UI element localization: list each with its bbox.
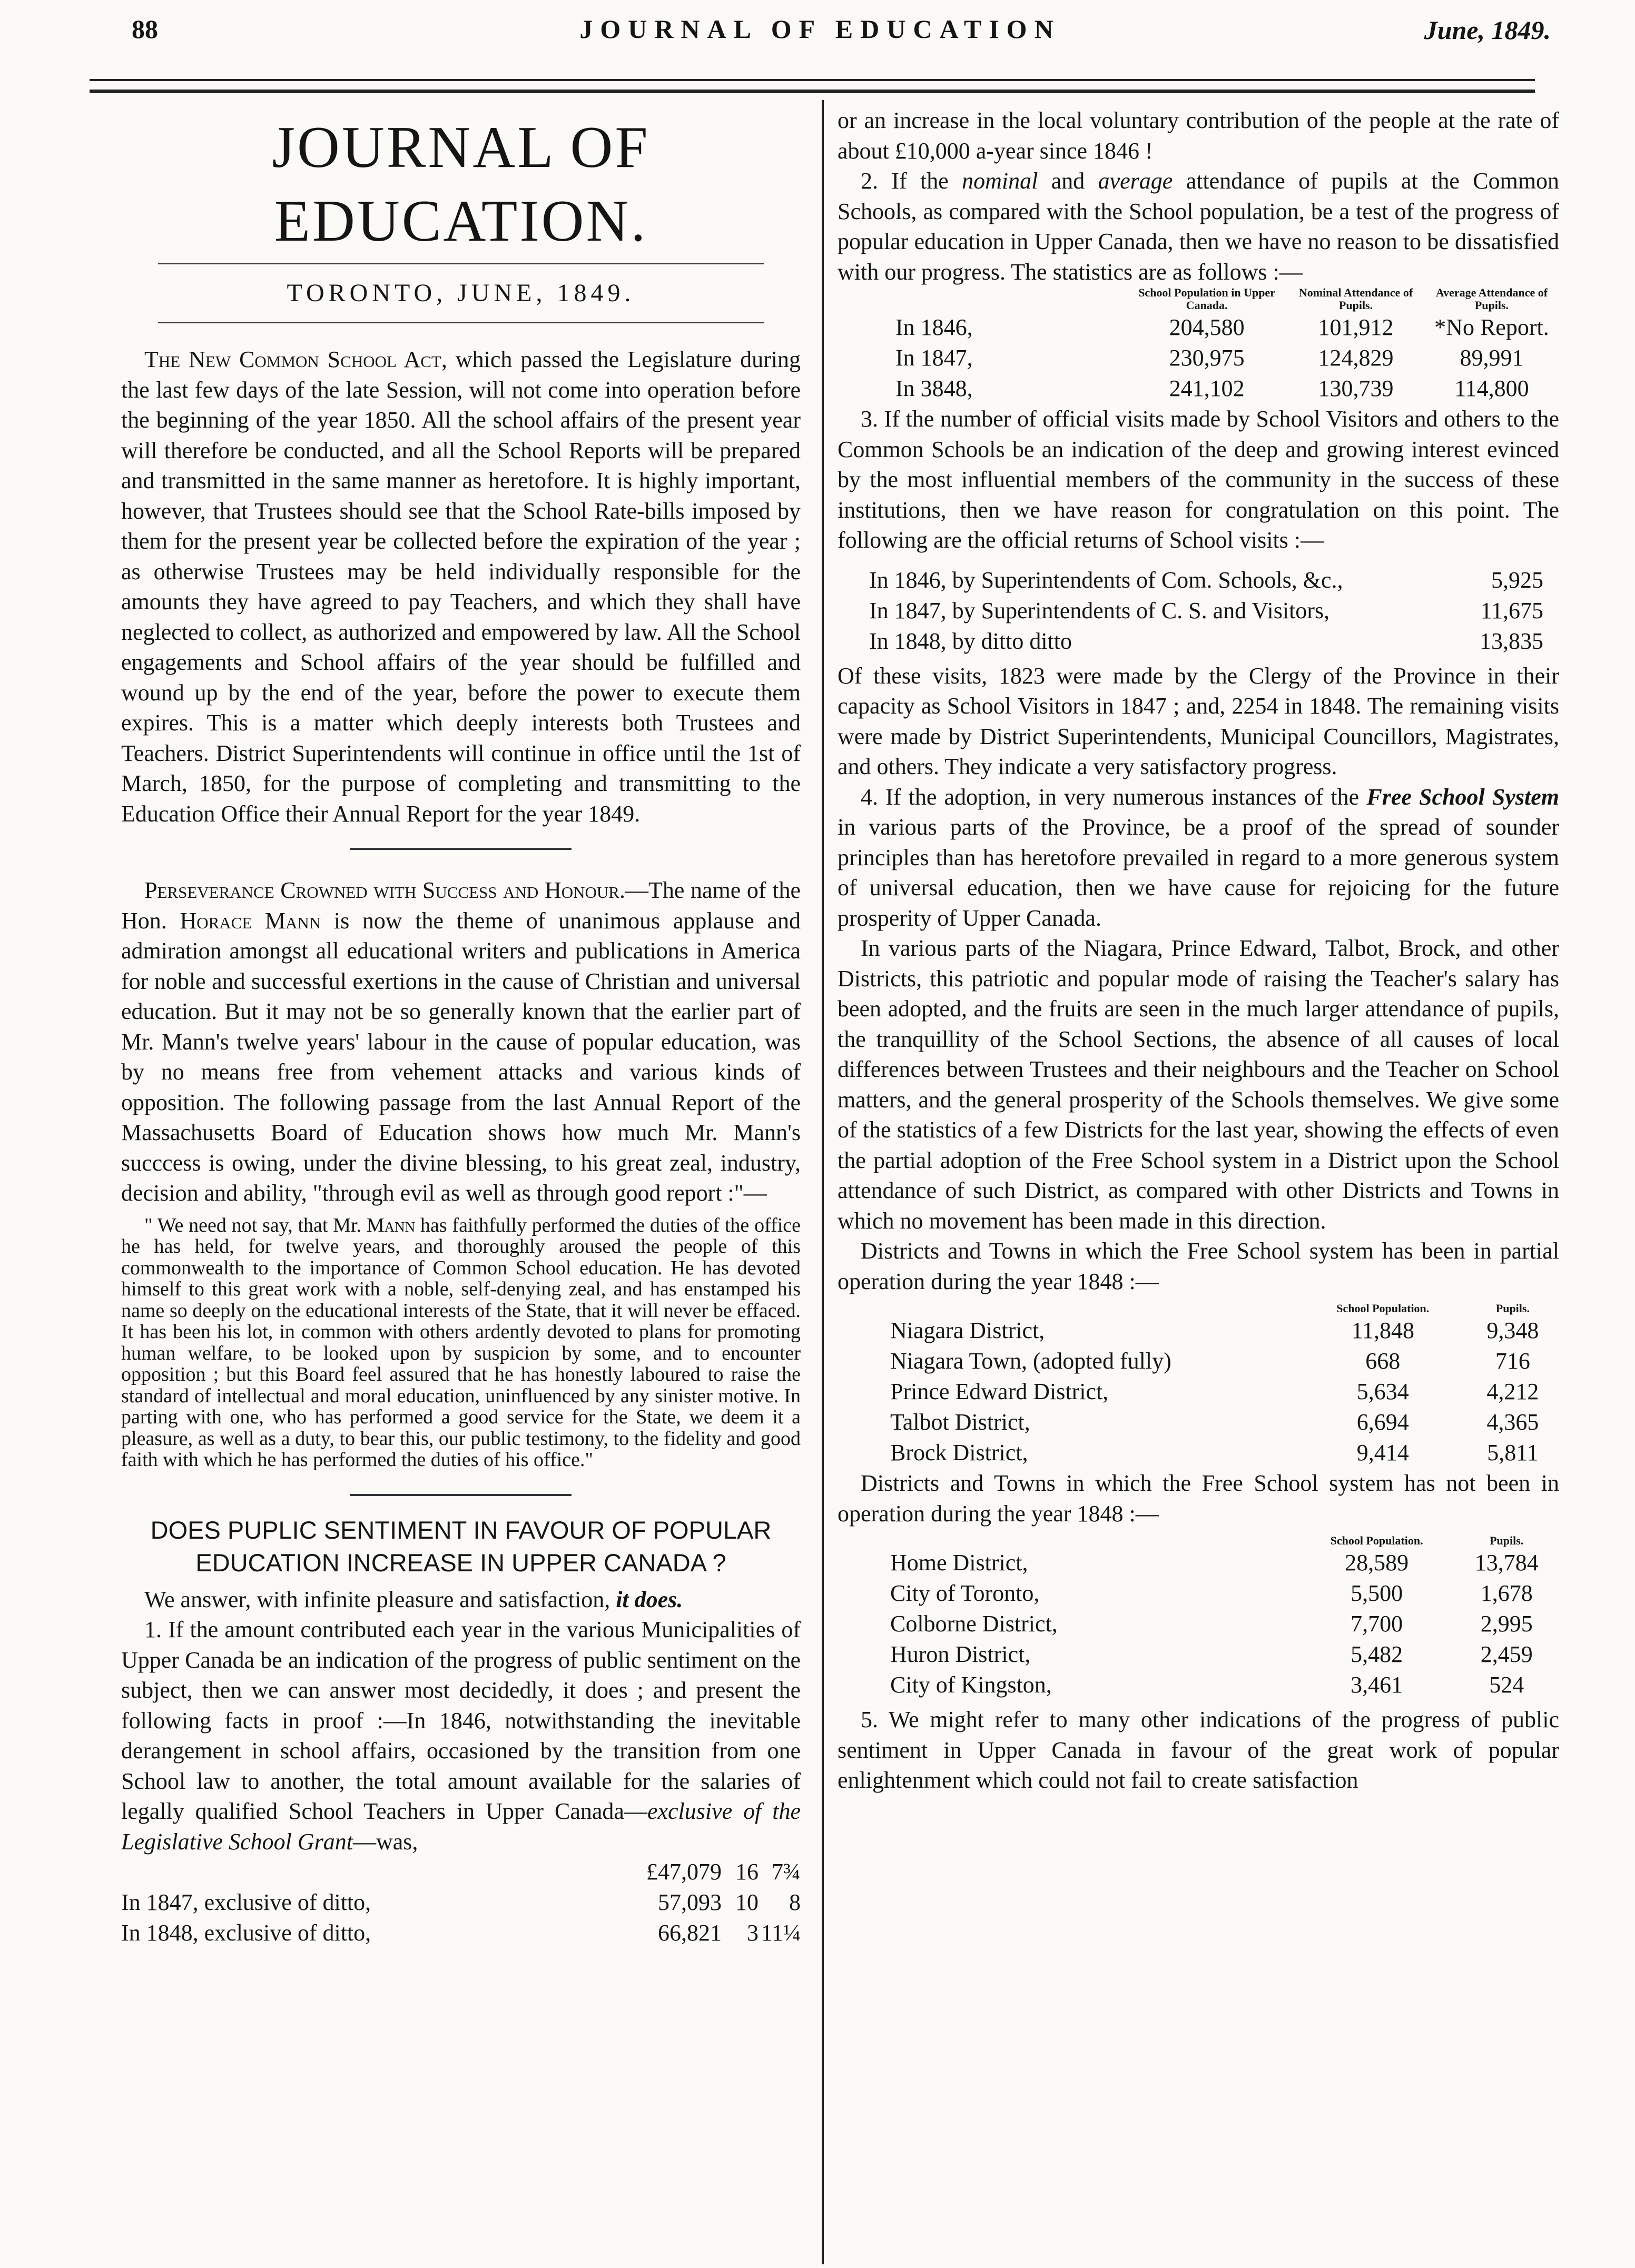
dateline: TORONTO, JUNE, 1849. [287, 279, 635, 307]
article-new-school-act [121, 344, 801, 829]
header-average: Average Attendance of Pupils. [1435, 286, 1548, 312]
district-name: Home District, [890, 1550, 1028, 1576]
header-pupils: Pupils. [1490, 1534, 1524, 1547]
not-free-table [838, 1534, 1559, 1700]
page-number: 88 [132, 14, 158, 44]
attendance-pop: 230,975 [1169, 345, 1245, 371]
district-row [838, 1376, 1559, 1407]
district-pupils: 716 [1495, 1348, 1530, 1374]
header-rule-thick [90, 90, 1535, 93]
attendance-row [838, 312, 1559, 343]
district-name: Niagara District, [890, 1318, 1045, 1343]
visits-list [838, 565, 1559, 657]
amount-pence: 11¼ [761, 1920, 801, 1946]
district-population: 28,589 [1345, 1550, 1409, 1576]
attendance-year: In 1847, [895, 345, 973, 371]
district-population: 5,482 [1351, 1641, 1403, 1667]
district-row [838, 1670, 1559, 1700]
header-population: School Population in Upper Canada. [1138, 286, 1275, 312]
district-pupils: 4,212 [1486, 1379, 1539, 1404]
amount-pounds: 66,821 [658, 1920, 722, 1946]
lead-words: The New Common School Act, [144, 346, 447, 372]
amounts-table [121, 1857, 801, 1948]
not-free-intro: Districts and Towns in which the Free School system has not been in operation during the year 1848 :— [838, 1470, 1559, 1527]
district-population: 5,634 [1356, 1379, 1409, 1404]
amount-row [121, 1857, 801, 1887]
continuation-text: or an increase in the local voluntary contribution of the people at the rate of about £10,000 a-year since 1846 ! [838, 107, 1559, 164]
district-pupils: 9,348 [1486, 1318, 1539, 1343]
lead-words: Perseverance Crowned with Success and Honour. [144, 877, 625, 903]
column-rule [822, 100, 824, 2264]
quoted-passage: " We need not say, that Mr. Mann has faithfully performed the duties of the office he has held, for twelve years, and thoroughly aroused the people of this commonwealth to the importance of Common School education. He has devoted himself to this great work with a noble, self-denying zeal, and has enstamped his name so deeply on the educational interests of the State, that it will never be effaced. It has been his lot, in common with others ardently devoted to plans for promoting human welfare, to be looked upon by suspicion by some, and to encounter opposition ; but this Board feel assured that he has honestly laboured to raise the standard of intellectual and moral education, uninfluenced by any sinister motive. In parting with one, who has performed a good service for the State, we deem it a pleasure, as well as a duty, to bear this, our public testimony, to the fidelity and good faith with which he has performed the duties of his office." [121, 1214, 801, 1471]
dateline-rule [158, 322, 764, 323]
attendance-nominal: 130,739 [1318, 375, 1394, 401]
district-population: 3,461 [1351, 1672, 1403, 1698]
running-title: JOURNAL OF EDUCATION [579, 14, 1061, 44]
header-pupils: Pupils. [1495, 1302, 1530, 1315]
district-pupils: 13,784 [1474, 1550, 1539, 1576]
visit-label: In 1848, by ditto ditto [869, 628, 1072, 654]
attendance-row [838, 373, 1559, 404]
visits-note: Of these visits, 1823 were made by the Clergy of the Province in their capacity as School Visitors in 1847 ; and, 2254 in 1848. The remaining visits were made by District Superintendents, Municipal Councillors, Magistrates, and others. They indicate a very satisfactory progress. [838, 662, 1559, 779]
amount-pounds: 57,093 [658, 1889, 722, 1915]
attendance-nominal: 124,829 [1318, 345, 1394, 371]
district-population: 5,500 [1351, 1580, 1403, 1606]
visit-row [838, 626, 1559, 657]
running-head [90, 9, 1551, 52]
district-row [838, 1578, 1559, 1609]
header-school-population: School Population. [1330, 1534, 1423, 1547]
free-school-intro: Districts and Towns in which the Free School system has been in partial operation during the year 1848 :— [838, 1238, 1559, 1294]
attendance-average: *No Report. [1434, 314, 1549, 340]
amount-label: In 1847, exclusive of ditto, [121, 1889, 371, 1915]
left-column [121, 105, 801, 1948]
paragraph-text: which passed the Legislature during the last few days of the late Session, will not come into operation before the beginning of the year 1850. All the school affairs of the present year will therefore be conducted, and all the School Reports will be prepared and transmitted in the same manner as heretofore. It is highly important, however, that Trustees should see that the School Rate-bills imposed by them for the present year be collected before the expiration of the year ; as otherwise Trustees may be held individually responsible for the amounts they have agreed to pay Teachers, and which they shall have neglected to collect, as authorized and empowered by law. All the School engagements and School affairs of the year should be fulfilled and wound up by the end of the year, before the power to execute them expires. This is a matter which deeply interests both Trustees and Teachers. District Superintendents will continue in office until the 1st of March, 1850, for the purpose of completing and transmitting to the Education Office their Annual Report for the year 1849. [121, 346, 801, 827]
district-name: City of Kingston, [890, 1672, 1052, 1698]
right-column [838, 105, 1559, 1796]
running-date: June, 1849. [1424, 15, 1551, 45]
point-1: 1. If the amount contributed each year in the various Municipalities of Upper Canada be an indication of the progress of public sentiment on the subject, then we can answer most decidedly, it does ; and present the following facts in proof :—In 1846, notwithstanding the inevitable derangement in school affairs, occasioned by the transition from one School law to another, the total amount available for the salaries of legally qualified School Teachers in Upper Canada—exclusive of the Legislative School Grant—was, [121, 1617, 801, 1855]
amount-label: In 1848, exclusive of ditto, [121, 1920, 371, 1946]
masthead-title: JOURNAL OF EDUCATION. [272, 115, 650, 254]
district-pupils: 5,811 [1487, 1440, 1539, 1465]
district-row [838, 1548, 1559, 1578]
article-horace-mann [121, 875, 801, 1209]
amount-label [121, 1857, 529, 1887]
district-population: 668 [1365, 1348, 1401, 1374]
paragraph-text: —The name of the Hon. [121, 877, 801, 934]
district-population: 9,414 [1356, 1440, 1409, 1465]
visit-row [838, 565, 1559, 596]
amount-pounds: £47,079 [646, 1859, 722, 1885]
header-nominal: Nominal Attendance of Pupils. [1298, 286, 1413, 312]
visit-row [838, 596, 1559, 626]
district-name: Talbot District, [890, 1409, 1030, 1435]
district-row [838, 1609, 1559, 1639]
header-school-population: School Population. [1336, 1302, 1430, 1315]
amount-pence: 8 [789, 1889, 801, 1915]
visit-value: 11,675 [1480, 597, 1543, 623]
point-2: 2. If the nominal and average attendance of pupils at the Common Schools, as compared with the School population, be a test of the progress of popular education in Upper Canada, then we have no reason to be dissatisfied with our progress. The statistics are as follows :— [838, 168, 1560, 285]
point-3: 3. If the number of official visits made by School Visitors and others to the Common Schools be an indication of the deep and growing interest evinced by the most influential members of the community in the success of these institutions, then we have reason for congratulation on this point. The following are the official returns of School visits :— [838, 406, 1559, 553]
district-name: Prince Edward District, [890, 1379, 1109, 1404]
district-name: City of Toronto, [890, 1580, 1040, 1606]
district-population: 6,694 [1356, 1409, 1409, 1435]
district-row [838, 1346, 1559, 1376]
answer-line: We answer, with infinite pleasure and satisfaction, it does. [144, 1586, 683, 1612]
attendance-average: 89,991 [1460, 345, 1524, 371]
section-divider [350, 848, 572, 850]
visit-value: 5,925 [1491, 567, 1543, 593]
paragraph-text: is now the theme of unanimous applause and admiration amongst all educational writers and publications in America for noble and successful exertions in the cause of Christian and universal education. But it may not be so generally known that the earlier part of Mr. Mann's twelve years' labour in the cause of popular education, was by no means free from vehement attacks and various kinds of opposition. The following passage from the last Annual Report of the Massachusetts Board of Education shows how much Mr. Mann's succcess is owing, under the divine blessing, to his great zeal, industry, decision and ability, "through evil as well as through good report :"— [121, 907, 801, 1206]
amount-shillings: 3 [747, 1920, 759, 1946]
attendance-table [838, 286, 1559, 404]
district-pupils: 1,678 [1480, 1580, 1533, 1606]
district-name: Huron District, [890, 1641, 1031, 1667]
visit-label: In 1847, by Superintendents of C. S. and Visitors, [869, 597, 1330, 623]
district-row [838, 1639, 1559, 1670]
attendance-pop: 204,580 [1169, 314, 1245, 340]
district-row [838, 1407, 1559, 1438]
attendance-pop: 241,102 [1169, 375, 1245, 401]
attendance-year: In 1846, [895, 314, 973, 340]
district-name: Colborne District, [890, 1611, 1058, 1637]
districts-paragraph: In various parts of the Niagara, Prince Edward, Talbot, Brock, and other Districts, this patriotic and popular mode of raising the Teacher's salary has been adopted, and the fruits are seen in the much larger attendance of pupils, the tranquillity of the School Sections, the absence of all causes of local differences between Trustees and their neighbours and the Teacher on School matters, and the general prosperity of the Schools themselves. We give some of the statistics of a few Districts for the last year, showing the effects of even the partial adoption of the Free School system in a District upon the School attendance of such District, as compared with other Districts and Towns in which no movement has been made in this direction. [838, 935, 1559, 1234]
visit-label: In 1846, by Superintendents of Com. Schools, &c., [869, 567, 1343, 593]
amount-shillings: 10 [735, 1889, 759, 1915]
district-row [838, 1438, 1559, 1468]
point-4: 4. If the adoption, in very numerous instances of the Free School System in various parts of the Province, be a proof of the spread of sounder principles than has heretofore prevailed in regard to a more generous system of universal education, then we have cause for rejoicing for the future prosperity of Upper Canada. [838, 784, 1560, 931]
person-name: Mann [366, 1214, 416, 1236]
free-school-table [838, 1302, 1559, 1468]
attendance-average: 114,800 [1454, 375, 1529, 401]
district-pupils: 2,995 [1480, 1611, 1533, 1637]
district-pupils: 4,365 [1486, 1409, 1539, 1435]
district-pupils: 524 [1489, 1672, 1524, 1698]
district-row [838, 1315, 1559, 1346]
amount-shillings: 16 [735, 1859, 759, 1885]
section-heading: DOES PUPLIC SENTIMENT IN FAVOUR OF POPULAR EDUCATION INCREASE IN UPPER CANADA ? [150, 1516, 772, 1577]
person-name: Horace Mann [180, 907, 321, 934]
section-divider [350, 1494, 572, 1496]
attendance-year: In 3848, [895, 375, 973, 401]
amount-row [121, 1918, 801, 1948]
district-population: 7,700 [1351, 1611, 1403, 1637]
district-population: 11,848 [1351, 1318, 1414, 1343]
attendance-row [838, 343, 1559, 373]
amount-row [121, 1887, 801, 1918]
district-name: Niagara Town, (adopted fully) [890, 1348, 1171, 1374]
district-pupils: 2,459 [1480, 1641, 1533, 1667]
header-rule [90, 79, 1535, 81]
visit-value: 13,835 [1480, 628, 1543, 654]
attendance-nominal: 101,912 [1318, 314, 1394, 340]
district-name: Brock District, [890, 1440, 1028, 1465]
point-5: 5. We might refer to many other indications of the progress of public sentiment in Upper Canada in favour of the great work of popular enlightenment which could not fail to create satisfaction [838, 1707, 1559, 1793]
amount-pence: 7¾ [772, 1859, 801, 1885]
masthead-rule [158, 263, 764, 264]
